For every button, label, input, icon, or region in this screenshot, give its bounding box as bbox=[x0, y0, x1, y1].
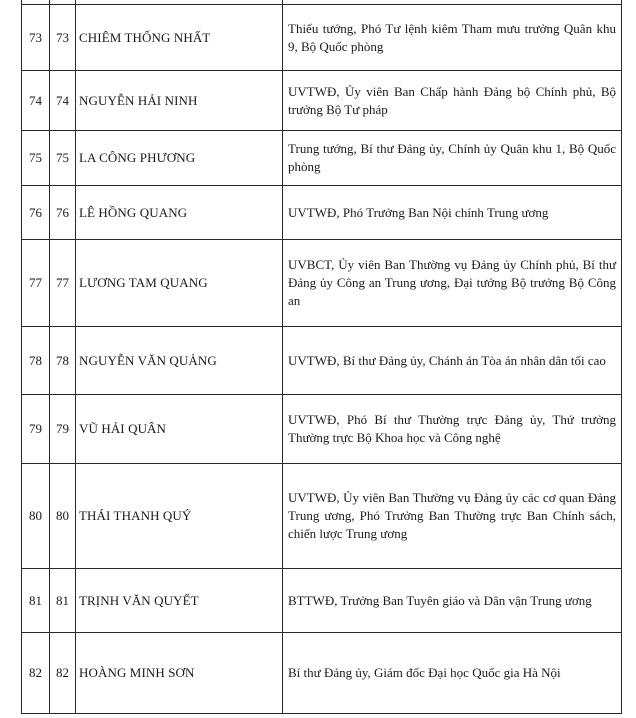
row-number: 82 bbox=[50, 633, 76, 714]
row-number: 78 bbox=[50, 327, 76, 395]
row-name: TRỊNH VĂN QUYẾT bbox=[76, 569, 283, 633]
row-stt: 78 bbox=[22, 327, 50, 395]
row-stt: 75 bbox=[22, 131, 50, 186]
row-name: HOÀNG MINH SƠN bbox=[76, 633, 283, 714]
row-number: 74 bbox=[50, 71, 76, 131]
row-position: UVTWĐ, Bí thư Đảng ủy, Chánh án Tòa án nhân dân tối cao bbox=[283, 327, 622, 395]
row-position: UVTWĐ, Ủy viên Ban Chấp hành Đảng bộ Chính phủ, Bộ trưởng Bộ Tư pháp bbox=[283, 71, 622, 131]
table-row bbox=[22, 186, 622, 240]
row-position: UVTWĐ, Phó Bí thư Thường trực Đảng ủy, Thứ trưởng Thường trực Bộ Khoa học và Công nghệ bbox=[283, 395, 622, 464]
row-name: NGUYỄN HẢI NINH bbox=[76, 71, 283, 131]
personnel-table bbox=[21, 0, 622, 714]
row-number: 80 bbox=[50, 464, 76, 569]
row-stt: 74 bbox=[22, 71, 50, 131]
row-position: UVBCT, Ủy viên Ban Thường vụ Đảng ủy Chính phủ, Bí thư Đảng ủy Công an Trung ương, Đại tướng Bộ trưởng Bộ Công an bbox=[283, 240, 622, 327]
document-page bbox=[21, 0, 621, 714]
table-row bbox=[22, 395, 622, 464]
row-number: 79 bbox=[50, 395, 76, 464]
row-name: LÊ HỒNG QUANG bbox=[76, 186, 283, 240]
row-stt: 81 bbox=[22, 569, 50, 633]
row-position: Bí thư Đảng ủy, Giám đốc Đại học Quốc gia Hà Nội bbox=[283, 633, 622, 714]
row-name: THÁI THANH QUÝ bbox=[76, 464, 283, 569]
row-name: LA CÔNG PHƯƠNG bbox=[76, 131, 283, 186]
table-row bbox=[22, 131, 622, 186]
table-row bbox=[22, 71, 622, 131]
row-stt: 82 bbox=[22, 633, 50, 714]
row-stt: 77 bbox=[22, 240, 50, 327]
row-name: LƯƠNG TAM QUANG bbox=[76, 240, 283, 327]
row-name: VŨ HẢI QUÂN bbox=[76, 395, 283, 464]
row-position: Trung tướng, Bí thư Đảng ủy, Chính ủy Quân khu 1, Bộ Quốc phòng bbox=[283, 131, 622, 186]
table-row bbox=[22, 5, 622, 71]
row-number: 81 bbox=[50, 569, 76, 633]
table-row bbox=[22, 327, 622, 395]
row-stt: 76 bbox=[22, 186, 50, 240]
table-row bbox=[22, 633, 622, 714]
row-number: 75 bbox=[50, 131, 76, 186]
row-name: CHIÊM THỐNG NHẤT bbox=[76, 5, 283, 71]
row-number: 77 bbox=[50, 240, 76, 327]
table-row bbox=[22, 240, 622, 327]
table-row bbox=[22, 464, 622, 569]
table-row bbox=[22, 569, 622, 633]
row-position: Thiếu tướng, Phó Tư lệnh kiêm Tham mưu trưởng Quân khu 9, Bộ Quốc phòng bbox=[283, 5, 622, 71]
personnel-table-body bbox=[22, 0, 622, 714]
row-stt: 73 bbox=[22, 5, 50, 71]
row-name: NGUYỄN VĂN QUẢNG bbox=[76, 327, 283, 395]
row-stt: 80 bbox=[22, 464, 50, 569]
row-number: 73 bbox=[50, 5, 76, 71]
row-position: BTTWĐ, Trưởng Ban Tuyên giáo và Dân vận Trung ương bbox=[283, 569, 622, 633]
row-position: UVTWĐ, Ủy viên Ban Thường vụ Đảng ủy các cơ quan Đảng Trung ương, Phó Trưởng Ban Thường trực Ban Chính sách, chiến lược Trung ương bbox=[283, 464, 622, 569]
row-number: 76 bbox=[50, 186, 76, 240]
row-stt: 79 bbox=[22, 395, 50, 464]
row-position: UVTWĐ, Phó Trưởng Ban Nội chính Trung ương bbox=[283, 186, 622, 240]
